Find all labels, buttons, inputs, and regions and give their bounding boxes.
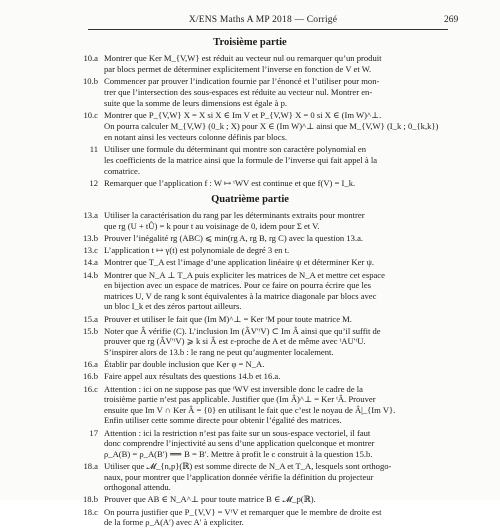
- hint-line: de la forme ρ_A(A′) avec A′ à expliciter.: [104, 517, 244, 528]
- hint-entry: [70, 53, 465, 74]
- hint-text: [104, 233, 459, 244]
- hint-line: prouver que rg (ÂV′ᵗV) ⩾ k si Â est ε-proche de A et de même avec ᵗAU′ᵗU.: [104, 336, 366, 347]
- hint-entry: [70, 178, 465, 189]
- hint-line: orthogonal attendu.: [104, 482, 171, 493]
- hint-line: trer que l’intersection des sous-espaces est réduite au vecteur nul. Montrer en-: [104, 86, 373, 97]
- hint-entry: [70, 314, 465, 325]
- hint-text: [104, 110, 459, 142]
- question-number: 15.b: [82, 325, 98, 336]
- hint-line: par blocs permet de déterminer explicitement l’inverse en fonction de V et W.: [104, 63, 372, 74]
- hint-entry: [70, 384, 465, 426]
- hint-text: [104, 314, 459, 325]
- question-number: 10.a: [83, 53, 98, 63]
- question-number: 14.a: [83, 257, 98, 268]
- section-title: Troisième partie: [213, 37, 287, 48]
- hint-line: Utiliser une formule du déterminant qui montre son caractère polynomial en: [104, 144, 367, 155]
- question-number: 16.c: [83, 383, 98, 394]
- hint-line: troisième partie n’est pas applicable. Justifier que (Im Â)^⊥ = Ker ᵗÂ. Prouver: [104, 394, 376, 405]
- hint-line: naux, pour montrer que l’application donnée vérifie la définition du projecteur: [104, 471, 374, 482]
- hint-line: Montrer que T_A est l’image d’une application linéaire ψ et déterminer Ker ψ.: [104, 257, 374, 268]
- hint-line: Faire appel aux résultats des questions 14.b et 16.a.: [104, 371, 281, 382]
- hint-line: en notant ainsi les vecteurs colonne définis par blocs.: [104, 131, 288, 142]
- hint-text: [104, 53, 459, 74]
- hint-text: [104, 257, 459, 268]
- question-number: 15.a: [83, 313, 98, 324]
- hint-entry: [70, 326, 465, 358]
- hint-line: Montrer que P_{V,W} X = X si X ∈ Im V et P_{V,W} X = 0 si X ∈ (Im W)^⊥.: [104, 110, 382, 121]
- hint-text: [104, 507, 459, 528]
- hint-line: suite que la somme de leurs dimensions est égale à p.: [104, 97, 288, 108]
- hint-line: comatrice.: [104, 165, 141, 176]
- page-number: 269: [444, 15, 459, 25]
- hint-entry: [70, 359, 465, 370]
- hint-entry: [70, 144, 465, 176]
- hint-line: On pourra calculer M_{V,W} (0_k ; X) pour X ∈ (Im W)^⊥ ainsi que M_{V,W} (I_k ; 0_{k,k}): [104, 120, 439, 131]
- hint-line: Utiliser que 𝓜_{n,p}(ℝ) est somme directe de N_A et T_A, lesquels sont orthogo-: [104, 461, 392, 471]
- hint-entry: [70, 461, 465, 493]
- hint-text: [104, 428, 459, 460]
- hint-line: L’application t ↦ γ(t) est polynomiale de degré 3 en t.: [104, 245, 290, 256]
- question-number: 17: [89, 427, 98, 438]
- hint-line: Commencer par prouver l’indication fournie par l’énoncé et l’utiliser pour mon-: [104, 76, 380, 87]
- hint-text: [104, 144, 459, 176]
- question-number: 16.a: [83, 359, 98, 370]
- hint-line: Montrer que N_A ⊥ T_A puis expliciter les matrices de N_A et mettre cet espace: [104, 269, 385, 280]
- question-number: 16.b: [82, 371, 98, 382]
- question-number: 14.b: [82, 269, 98, 280]
- hint-text: [104, 326, 459, 358]
- hint-entry: [70, 371, 465, 382]
- hint-line: Prouver que AB ∈ N_A^⊥ pour toute matrice B ∈ 𝓜_p(ℝ).: [104, 494, 316, 505]
- hint-line: Utiliser la caractérisation du rang par les déterminants extraits pour montrer: [104, 210, 365, 221]
- question-number: 18.b: [82, 494, 98, 505]
- hint-text: [104, 371, 459, 382]
- hint-entry: [70, 507, 465, 528]
- hint-entry: [70, 245, 465, 256]
- hint-line: On pourra justifier que P_{V,V} = VᵗV et remarquer que le membre de droite est: [104, 506, 382, 517]
- hint-line: Établir par double inclusion que Ker φ = N_A.: [104, 359, 265, 370]
- hint-line: en bijection avec un espace de matrices. Pour ce faire on pourra écrire que les: [104, 280, 371, 291]
- hint-line: Montrer que Ker M_{V,W} est réduit au vecteur nul ou remarquer qu’un produit: [104, 53, 382, 63]
- question-number: 10.c: [83, 110, 98, 121]
- hint-entry: [70, 233, 465, 244]
- hint-text: [104, 384, 459, 426]
- question-number: 18.a: [83, 461, 98, 471]
- section-title: Quatrième partie: [211, 194, 289, 206]
- hint-line: un bloc I_k et des zéros partout ailleurs.: [104, 301, 242, 312]
- hint-entry: [70, 76, 465, 108]
- question-number: 13.b: [82, 233, 98, 243]
- question-number: 10.b: [82, 76, 98, 87]
- hint-line: Attention : ici la restriction n’est pas faite sur un sous-espace vectoriel, il faut: [104, 427, 371, 438]
- hint-entry: [70, 257, 465, 268]
- hint-line: donc comprendre l’injectivité au sens d’une application quelconque et montrer: [104, 438, 375, 449]
- hint-line: Prouver l’inégalité rg (ABC) ⩽ min(rg A, rg B, rg C) avec la question 13.a.: [104, 233, 364, 243]
- hint-entry: [70, 428, 465, 460]
- header-rule: [88, 29, 448, 30]
- hint-line: matrices U, V de rang k sont équivalentes à la matrice diagonale par blocs avec: [104, 290, 377, 301]
- hint-line: que rg (U + tÛ) = k pour t au voisinage de 0, idem pour Σ et V.: [104, 220, 320, 231]
- hint-entry: [70, 210, 465, 231]
- question-number: 18.c: [83, 506, 98, 517]
- question-number: 13.c: [83, 245, 98, 256]
- hint-line: ρ_A(B) = ρ_A(B′) ⟹ B = B′. Mettre à profit le c construit à la question 15.b.: [104, 448, 373, 459]
- header-title: X/ENS Maths A MP 2018 — Corrigé: [188, 15, 338, 25]
- hint-line: S’inspirer alors de 13.b : le rang ne peut qu’augmenter localement.: [104, 346, 334, 357]
- hint-line: Prouver et utiliser le fait que (Im M)^⊥ = Ker ᵗM pour toute matrice M.: [104, 313, 352, 324]
- hint-text: [104, 178, 459, 189]
- hint-text: [104, 245, 459, 256]
- hint-line: Enfin utiliser cette somme directe pour obtenir l’égalité des matrices.: [104, 415, 342, 426]
- hint-text: [104, 270, 459, 312]
- hint-entry: [70, 270, 465, 312]
- hint-line: Noter que Â vérifie (C). L’inclusion Im (ÂV′ᵗV) ⊂ Im Â ainsi que qu’il suffit de: [104, 325, 381, 336]
- question-number: 13.a: [83, 210, 98, 221]
- hint-line: ensuite que Im V ∩ Ker Â = {0} en utilisant le fait que c’est le noyau de Â|_{Im V}.: [104, 404, 396, 415]
- hint-text: [104, 76, 459, 108]
- hint-text: [104, 210, 459, 231]
- hint-line: Remarquer que l’application f : W ↦ ᵗWV est continue et que f(V) = I_k.: [104, 178, 356, 189]
- hint-entry: [70, 110, 465, 142]
- hint-line: les coefficients de la matrice ainsi que la formule de l’inverse qui fait appel à la: [104, 154, 378, 165]
- hint-line: Attention : ici on ne suppose pas que ᵗWV est inversible donc le cadre de la: [104, 383, 363, 394]
- question-number: 11: [89, 144, 98, 155]
- hint-text: [104, 359, 459, 370]
- question-number: 12: [89, 178, 98, 189]
- hint-text: [104, 461, 459, 493]
